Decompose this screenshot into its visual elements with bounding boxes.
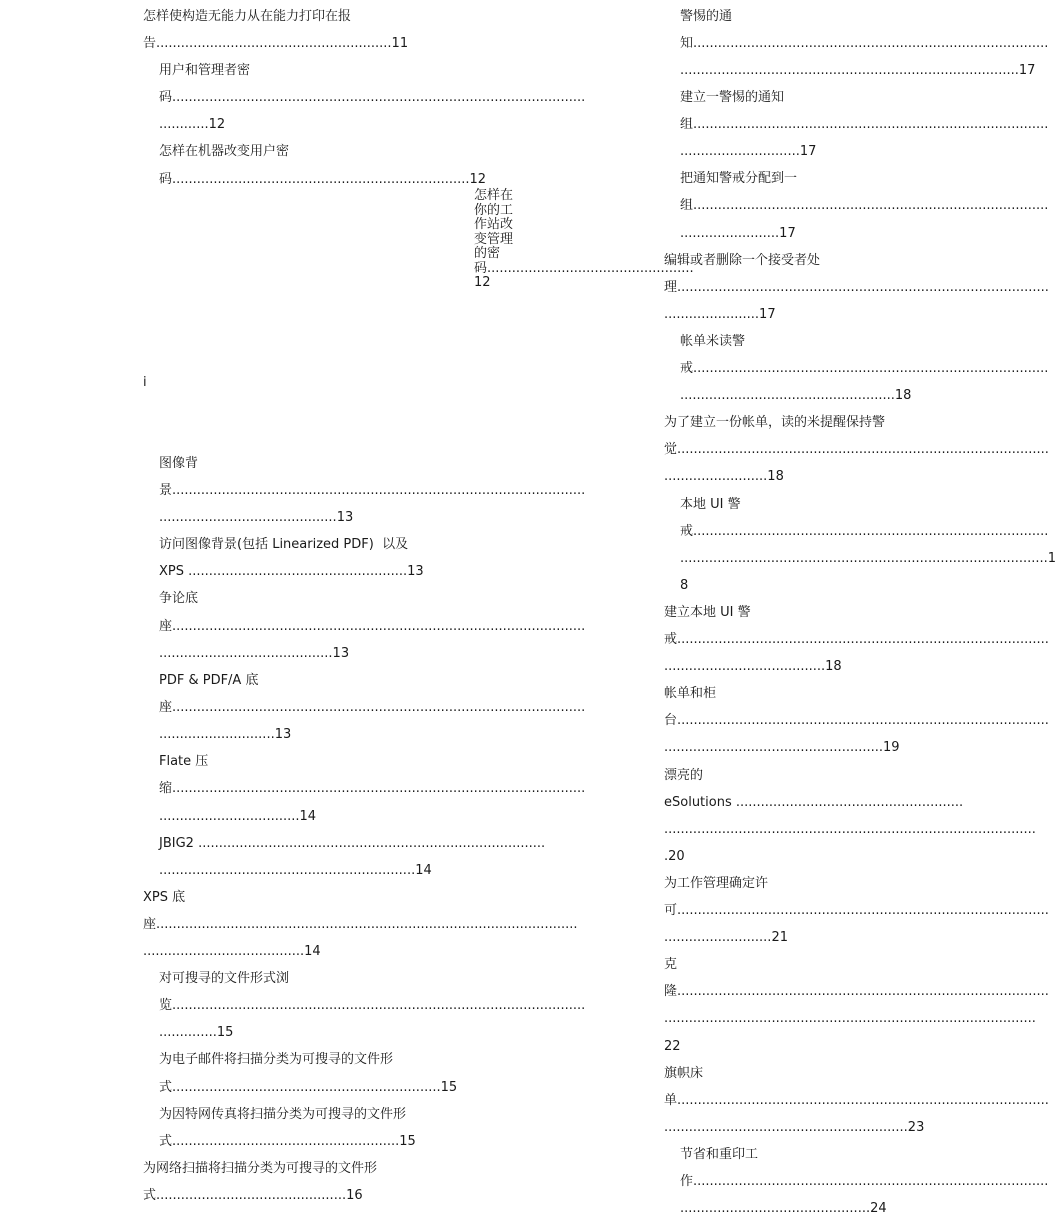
toc-line: 用户和管理者密 <box>159 63 251 78</box>
toc-line: XPS 底 <box>143 890 186 905</box>
toc-line: 建立本地 UI 警 <box>664 605 751 620</box>
toc-line: ..........................21 <box>664 930 788 945</box>
toc-line: ..................................14 <box>159 809 317 824</box>
toc-line: 对可搜寻的文件形式浏 <box>159 971 290 986</box>
toc-line: 理.......................................................................................... <box>664 280 1049 295</box>
toc-line: 作...................................................................................... <box>680 1174 1049 1189</box>
toc-line: .......................................18 <box>664 659 842 674</box>
toc-line: ..............................................24 <box>680 1201 887 1216</box>
toc-line: ...........................................13 <box>159 510 354 525</box>
toc-line: ....................................................18 <box>680 388 912 403</box>
toc-line: .............................17 <box>680 144 817 159</box>
toc-line: 知...................................................................................... <box>680 36 1049 51</box>
toc-line: .......................................................................................... <box>664 822 1036 837</box>
toc-line: 座.................................................................................................... <box>159 619 586 634</box>
toc-line: PDF & PDF/A 底 <box>159 673 259 688</box>
toc-line: 克 <box>664 957 678 972</box>
toc-line: 台.......................................................................................... <box>664 713 1049 728</box>
toc-line: ..........................................13 <box>159 646 350 661</box>
toc-line: 22 <box>664 1039 681 1054</box>
toc-line: Flate 压 <box>159 754 209 769</box>
toc-line: 节省和重印工 <box>680 1147 759 1162</box>
toc-line: XPS .....................................................13 <box>159 564 424 579</box>
toc-line: 为因特网传真将扫描分类为可搜寻的文件形 <box>159 1107 407 1122</box>
toc-line: 8 <box>680 578 689 593</box>
toc-line: 告.........................................................11 <box>143 36 409 51</box>
toc-line: 可.......................................................................................... <box>664 903 1049 918</box>
toc-line: 编辑或者删除一个接受者处 <box>664 253 821 268</box>
toc-line: JBIG2 .................................................................................... <box>159 836 546 851</box>
toc-line: 座.................................................................................................... <box>159 700 586 715</box>
toc-line: ...........................................................23 <box>664 1120 925 1135</box>
toc-line: 访问图像背景(包括 Linearized PDF) 以及 <box>159 537 409 552</box>
toc-line: 为网络扫描将扫描分类为可搜寻的文件形 <box>143 1161 378 1176</box>
toc-line: 组...................................................................................... <box>680 117 1049 132</box>
toc-line: 戒...................................................................................... <box>680 524 1049 539</box>
toc-line: 组...................................................................................... <box>680 198 1049 213</box>
toc-line: 建立一警惕的通知 <box>680 90 785 105</box>
page-number-marker: i <box>143 375 147 390</box>
toc-line: 缩.................................................................................................... <box>159 781 586 796</box>
toc-line: ..............................................................14 <box>159 863 432 878</box>
toc-line: 为电子邮件将扫描分类为可搜寻的文件形 <box>159 1052 394 1067</box>
toc-line: 式..............................................16 <box>143 1188 363 1203</box>
toc-line: eSolutions ....................................................... <box>664 795 964 810</box>
toc-entry-narrow: 怎样在你的工作站改变管理的密码..................................................12 <box>474 188 694 290</box>
toc-line: .......................................................................................... <box>664 1011 1036 1026</box>
toc-line: 码........................................................................12 <box>159 172 487 187</box>
toc-line: 旗帜床 <box>664 1066 704 1081</box>
toc-line: .........................................................................................1 <box>680 551 1056 566</box>
toc-line: 戒.......................................................................................... <box>664 632 1049 647</box>
toc-line: .....................................................19 <box>664 740 900 755</box>
toc-line: 隆.......................................................................................... <box>664 984 1049 999</box>
toc-line: 漂亮的 <box>664 768 704 783</box>
toc-line: 单.......................................................................................... <box>664 1093 1049 1108</box>
toc-line: 座...................................................................................................... <box>143 917 578 932</box>
toc-line: 觉.......................................................................................... <box>664 442 1049 457</box>
toc-line: ..............15 <box>159 1025 234 1040</box>
toc-line: 帐单和柜 <box>664 686 717 701</box>
toc-line: ............12 <box>159 117 226 132</box>
toc-line: ........................17 <box>680 226 796 241</box>
toc-line: ..................................................................................17 <box>680 63 1036 78</box>
toc-line: 览.................................................................................................... <box>159 998 586 1013</box>
toc-line: 本地 UI 警 <box>680 497 741 512</box>
toc-line: 为工作管理确定许 <box>664 876 769 891</box>
toc-line: 把通知警戒分配到一 <box>680 171 798 186</box>
toc-line: .20 <box>664 849 685 864</box>
toc-line: 帐单米读警 <box>680 334 746 349</box>
toc-line: ............................13 <box>159 727 292 742</box>
toc-line: 警惕的通 <box>680 9 733 24</box>
toc-line: 图像背 <box>159 456 199 471</box>
toc-line: 为了建立一份帐单，读的米提醒保持警 <box>664 415 886 430</box>
toc-line: .........................18 <box>664 469 784 484</box>
toc-line: 码.................................................................................................... <box>159 90 586 105</box>
toc-line: .......................17 <box>664 307 776 322</box>
toc-line: 景.................................................................................................... <box>159 483 586 498</box>
toc-line: 式.................................................................15 <box>159 1080 458 1095</box>
toc-line: 式.......................................................15 <box>159 1134 416 1149</box>
toc-line: .......................................14 <box>143 944 321 959</box>
toc-line: 戒...................................................................................... <box>680 361 1049 376</box>
toc-line: 怎样在机器改变用户密 <box>159 144 290 159</box>
toc-line: 争论底 <box>159 591 199 606</box>
toc-line: 怎样使构造无能力从在能力打印在报 <box>143 9 352 24</box>
